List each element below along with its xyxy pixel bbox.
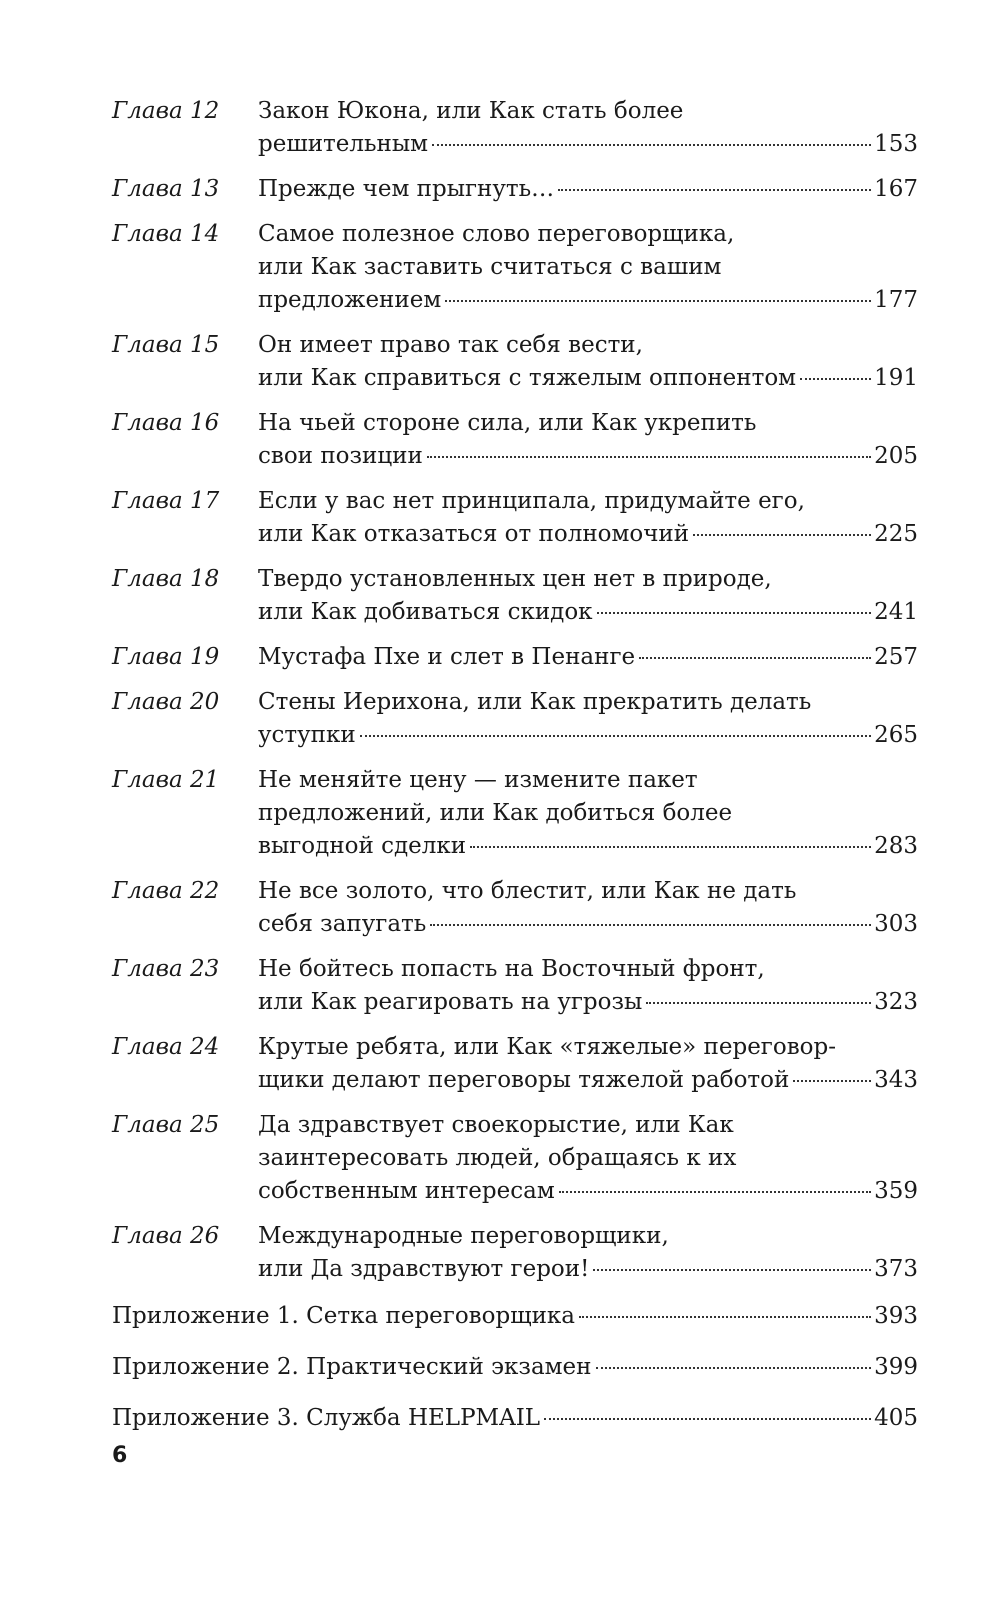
chapter-list <box>112 95 918 1286</box>
dot-leader <box>427 456 871 458</box>
title-line: или Как добиваться скидок <box>258 599 593 625</box>
title-line: щики делают переговоры тяжелой работой <box>258 1067 790 1093</box>
chapter-title <box>258 218 918 317</box>
page-ref: 167 <box>874 176 918 202</box>
chapter-label: Глава 12 <box>112 98 220 124</box>
dot-leader <box>360 735 871 737</box>
title-line: На чьей стороне сила, или Как укрепить <box>258 410 757 436</box>
page-ref: 399 <box>874 1354 918 1380</box>
title-line: Прежде чем прыгнуть… <box>258 176 555 202</box>
chapter-label: Глава 16 <box>112 410 220 436</box>
page-number: 6 <box>112 1443 128 1468</box>
chapter-title <box>258 329 918 395</box>
title-line: или Да здравствуют герои! <box>258 1256 590 1282</box>
title-line: Крутые ребята, или Как «тяжелые» переговор- <box>258 1034 836 1060</box>
toc-entry <box>112 329 918 395</box>
title-last-line <box>258 1253 918 1286</box>
chapter-title <box>258 173 918 206</box>
page-ref: 283 <box>874 833 918 859</box>
page-ref: 191 <box>874 365 918 391</box>
chapter-title <box>258 407 918 473</box>
appendix-line <box>112 1351 918 1384</box>
chapter-title <box>258 563 918 629</box>
dot-leader <box>793 1080 871 1082</box>
title-line: свои позиции <box>258 443 423 469</box>
toc-entry <box>112 407 918 473</box>
chapter-label: Глава 24 <box>112 1034 220 1060</box>
appendix-title: Приложение 2. Практический экзамен <box>112 1354 592 1380</box>
chapter-title <box>258 1109 918 1208</box>
title-last-line <box>258 908 918 941</box>
chapter-label: Глава 18 <box>112 566 220 592</box>
chapter-label: Глава 23 <box>112 956 220 982</box>
title-line: Закон Юкона, или Как стать более <box>258 98 684 124</box>
title-last-line <box>258 986 918 1019</box>
dot-leader <box>639 657 871 659</box>
chapter-label: Глава 22 <box>112 878 220 904</box>
title-last-line <box>258 284 918 317</box>
page-ref: 241 <box>874 599 918 625</box>
chapter-title <box>258 1220 918 1286</box>
title-line: Не все золото, что блестит, или Как не дать <box>258 878 797 904</box>
appendix-entry <box>112 1351 918 1384</box>
toc-entry <box>112 485 918 551</box>
dot-leader <box>579 1316 871 1318</box>
title-last-line <box>258 362 918 395</box>
toc-entry <box>112 641 918 674</box>
page-ref: 343 <box>874 1067 918 1093</box>
table-of-contents <box>112 95 918 1453</box>
chapter-title <box>258 875 918 941</box>
title-line: себя запугать <box>258 911 427 937</box>
toc-entry <box>112 218 918 317</box>
chapter-label: Глава 25 <box>112 1112 220 1138</box>
toc-entry <box>112 764 918 863</box>
title-last-line <box>258 440 918 473</box>
toc-entry <box>112 875 918 941</box>
title-line: предложением <box>258 287 442 313</box>
dot-leader <box>544 1418 871 1420</box>
dot-leader <box>593 1269 871 1271</box>
title-line: Твердо установленных цен нет в природе, <box>258 566 772 592</box>
dot-leader <box>430 924 871 926</box>
chapter-label: Глава 26 <box>112 1223 220 1249</box>
toc-entry <box>112 1031 918 1097</box>
page-ref: 205 <box>874 443 918 469</box>
page-ref: 303 <box>874 911 918 937</box>
chapter-title <box>258 764 918 863</box>
title-line: Он имеет право так себя вести, <box>258 332 643 358</box>
chapter-label: Глава 20 <box>112 689 220 715</box>
title-line: Мустафа Пхе и слет в Пенанге <box>258 644 636 670</box>
dot-leader <box>693 534 871 536</box>
appendix-title: Приложение 3. Служба HELPMAIL <box>112 1405 541 1431</box>
toc-entry <box>112 95 918 161</box>
appendix-entry <box>112 1300 918 1333</box>
chapter-label: Глава 21 <box>112 767 220 793</box>
toc-entry <box>112 953 918 1019</box>
title-last-line <box>258 173 918 206</box>
toc-entry <box>112 686 918 752</box>
appendix-line <box>112 1300 918 1333</box>
dot-leader <box>597 612 872 614</box>
title-last-line <box>258 518 918 551</box>
chapter-label: Глава 14 <box>112 221 220 247</box>
title-line: Самое полезное слово переговорщика, <box>258 221 735 247</box>
dot-leader <box>800 378 871 380</box>
page-ref: 405 <box>874 1405 918 1431</box>
chapter-title <box>258 641 918 674</box>
page-ref: 257 <box>874 644 918 670</box>
page-ref: 373 <box>874 1256 918 1282</box>
title-line: Если у вас нет принципала, придумайте его, <box>258 488 805 514</box>
toc-entry <box>112 563 918 629</box>
dot-leader <box>646 1002 871 1004</box>
title-line: Не меняйте цену — измените пакет <box>258 767 698 793</box>
title-line: Стены Иерихона, или Как прекратить делать <box>258 689 812 715</box>
toc-entry <box>112 1220 918 1286</box>
title-line: собственным интересам <box>258 1178 555 1204</box>
title-line: или Как справиться с тяжелым оппонентом <box>258 365 797 391</box>
title-line: Не бойтесь попасть на Восточный фронт, <box>258 956 765 982</box>
title-line: Да здравствует своекорыстие, или Как <box>258 1112 734 1138</box>
title-line: уступки <box>258 722 356 748</box>
title-last-line <box>258 719 918 752</box>
dot-leader <box>445 300 871 302</box>
title-line: предложений, или Как добиться более <box>258 800 733 826</box>
title-last-line <box>258 830 918 863</box>
page-ref: 177 <box>874 287 918 313</box>
appendix-entry <box>112 1402 918 1435</box>
dot-leader <box>558 189 871 191</box>
chapter-title <box>258 1031 918 1097</box>
title-last-line <box>258 128 918 161</box>
chapter-title <box>258 485 918 551</box>
chapter-label: Глава 13 <box>112 176 220 202</box>
appendix-line <box>112 1402 918 1435</box>
chapter-label: Глава 17 <box>112 488 220 514</box>
toc-entry <box>112 173 918 206</box>
chapter-title <box>258 95 918 161</box>
page-ref: 153 <box>874 131 918 157</box>
page-ref: 323 <box>874 989 918 1015</box>
title-last-line <box>258 1175 918 1208</box>
chapter-title <box>258 686 918 752</box>
dot-leader <box>596 1367 872 1369</box>
title-last-line <box>258 641 918 674</box>
dot-leader <box>470 846 871 848</box>
chapter-title <box>258 953 918 1019</box>
title-line: заинтересовать людей, обращаясь к их <box>258 1145 737 1171</box>
page-ref: 359 <box>874 1178 918 1204</box>
title-last-line <box>258 1064 918 1097</box>
dot-leader <box>432 144 871 146</box>
chapter-label: Глава 15 <box>112 332 220 358</box>
title-last-line <box>258 596 918 629</box>
appendix-title: Приложение 1. Сетка переговорщика <box>112 1303 575 1329</box>
title-line: выгодной сделки <box>258 833 467 859</box>
appendix-list <box>112 1300 918 1435</box>
title-line: или Как отказаться от полномочий <box>258 521 690 547</box>
title-line: или Как заставить считаться с вашим <box>258 254 722 280</box>
page-ref: 393 <box>874 1303 918 1329</box>
page-ref: 225 <box>874 521 918 547</box>
title-line: решительным <box>258 131 429 157</box>
toc-entry <box>112 1109 918 1208</box>
chapter-label: Глава 19 <box>112 644 220 670</box>
page-ref: 265 <box>874 722 918 748</box>
title-line: или Как реагировать на угрозы <box>258 989 643 1015</box>
title-line: Международные переговорщики, <box>258 1223 669 1249</box>
dot-leader <box>559 1191 871 1193</box>
